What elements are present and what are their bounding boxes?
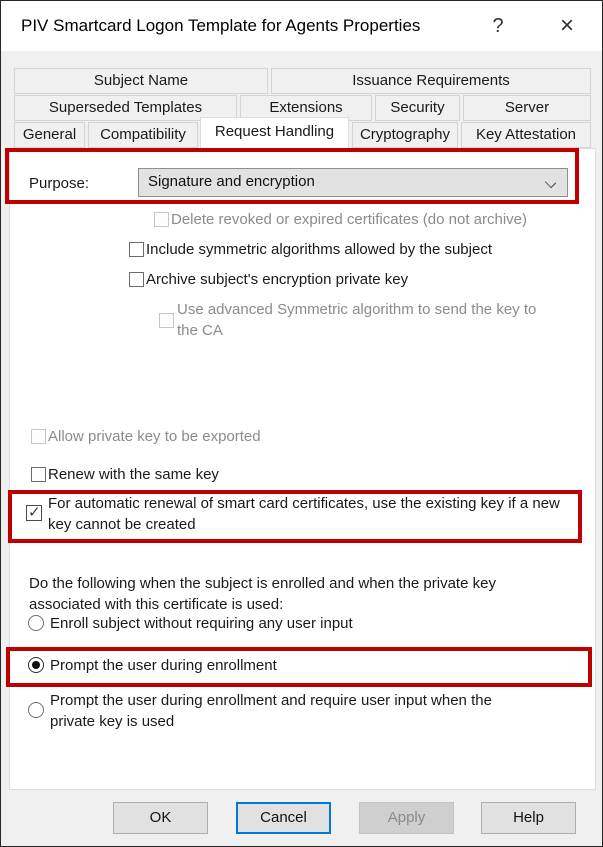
dialog-title: PIV Smartcard Logon Template for Agents Properties — [21, 16, 421, 35]
tab-general[interactable]: General — [14, 122, 85, 148]
checkbox-renew-same-key-label[interactable]: Renew with the same key — [48, 466, 219, 483]
tab-compatibility[interactable]: Compatibility — [88, 122, 198, 148]
help-button[interactable]: Help — [481, 802, 576, 834]
cancel-button[interactable]: Cancel — [236, 802, 331, 834]
tab-security[interactable]: Security — [375, 95, 460, 121]
checkbox-allow-export — [31, 429, 46, 444]
radio-prompt-during-enrollment[interactable] — [28, 657, 44, 673]
tab-cryptography[interactable]: Cryptography — [352, 122, 458, 148]
purpose-dropdown[interactable] — [138, 168, 568, 197]
checkbox-archive-key[interactable] — [129, 272, 144, 287]
apply-button: Apply — [359, 802, 454, 834]
tab-request-handling[interactable]: Request Handling — [200, 117, 349, 149]
close-icon[interactable]: × — [559, 12, 574, 39]
tab-extensions[interactable]: Extensions — [240, 95, 372, 121]
checkbox-archive-key-label[interactable]: Archive subject's encryption private key — [146, 271, 409, 288]
radio-prompt-and-require-input-label[interactable]: Prompt the user during enrollment and require user input when the private key is used — [50, 692, 492, 730]
checkbox-renew-same-key[interactable] — [31, 467, 46, 482]
title-bar — [1, 1, 602, 51]
purpose-label: Purpose: — [29, 175, 90, 192]
help-icon[interactable]: ? — [492, 15, 504, 37]
checkbox-delete-revoked-label: Delete revoked or expired certificates (do not archive) — [171, 211, 528, 228]
chevron-down-icon — [545, 177, 556, 188]
radio-enroll-without-input[interactable] — [28, 615, 44, 631]
radio-prompt-and-require-input[interactable] — [28, 702, 44, 718]
radio-dot-icon — [32, 661, 40, 669]
checkbox-delete-revoked — [154, 212, 169, 227]
checkbox-automatic-renewal[interactable] — [26, 505, 42, 521]
tab-issuance-requirements[interactable]: Issuance Requirements — [271, 68, 591, 94]
checkbox-include-symmetric-label[interactable]: Include symmetric algorithms allowed by the subject — [146, 241, 492, 258]
ok-button[interactable]: OK — [113, 802, 208, 834]
checkbox-allow-export-label: Allow private key to be exported — [48, 428, 261, 445]
checkbox-include-symmetric[interactable] — [129, 242, 144, 257]
radio-enroll-without-input-label[interactable]: Enroll subject without requiring any user input — [50, 615, 353, 632]
tab-server[interactable]: Server — [463, 95, 591, 121]
checkmark-icon: ✓ — [28, 504, 41, 521]
radio-prompt-during-enrollment-label[interactable]: Prompt the user during enrollment — [50, 657, 277, 674]
tab-superseded-templates[interactable]: Superseded Templates — [14, 95, 237, 121]
enrollment-prompt-text: Do the following when the subject is enrolled and when the private key associated with this certificate is used: — [29, 575, 496, 613]
checkbox-automatic-renewal-label[interactable]: For automatic renewal of smart card certificates, use the existing key if a new key cannot be created — [48, 495, 560, 533]
tab-subject-name[interactable]: Subject Name — [14, 68, 268, 94]
checkbox-advanced-symmetric-label: Use advanced Symmetric algorithm to send the key to the CA — [177, 301, 537, 339]
purpose-dropdown-value: Signature and encryption — [148, 173, 315, 190]
checkbox-advanced-symmetric — [159, 313, 174, 328]
tab-key-attestation[interactable]: Key Attestation — [461, 122, 591, 148]
